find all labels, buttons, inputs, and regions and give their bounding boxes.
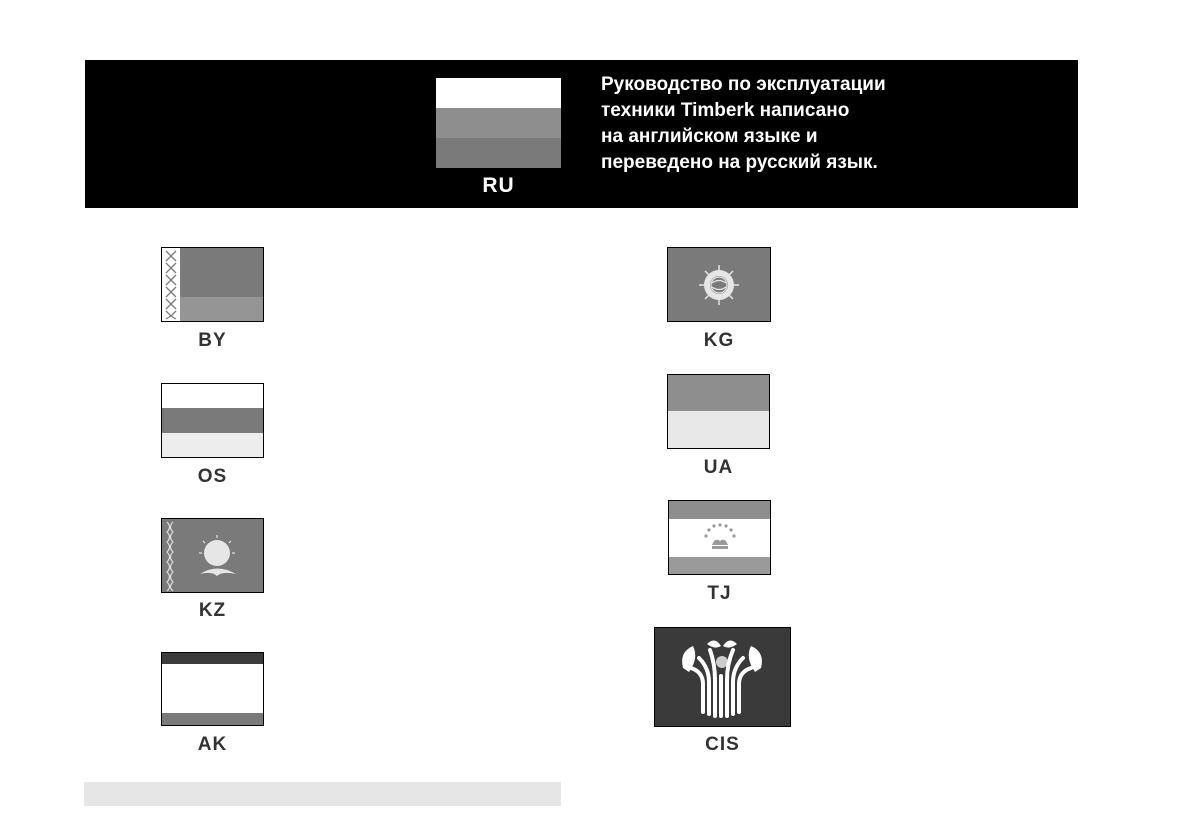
flag-code-by: BY bbox=[198, 330, 227, 351]
flag-code-kz: KZ bbox=[198, 600, 227, 621]
russia-flag-icon bbox=[436, 78, 561, 168]
flag-code-os: OS bbox=[197, 466, 228, 487]
south-ossetia-flag-icon bbox=[161, 383, 264, 458]
ukraine-flag-icon bbox=[667, 374, 770, 449]
belarus-flag-icon bbox=[161, 247, 264, 322]
footer-bar bbox=[84, 782, 561, 806]
header-banner bbox=[85, 60, 1078, 208]
manual-language-note bbox=[601, 72, 1041, 176]
flag-code-ua: UA bbox=[703, 457, 734, 478]
note-line-2: техники Timberk написано bbox=[601, 100, 850, 121]
note-line-1: Руководство по эксплуатации bbox=[601, 74, 886, 95]
note-line-3: на английском языке и bbox=[601, 126, 818, 147]
flag-code-cis: CIS bbox=[705, 734, 740, 755]
flag-code-ak: AK bbox=[197, 734, 228, 755]
note-line-4: переведено на русский язык. bbox=[601, 152, 878, 173]
flag-code-ru: RU bbox=[482, 174, 515, 197]
flag-code-tj: TJ bbox=[707, 583, 732, 604]
abkhazia-flag-icon bbox=[161, 652, 264, 726]
kyrgyzstan-flag-icon bbox=[667, 247, 771, 322]
flag-code-kg: KG bbox=[703, 330, 735, 351]
kazakhstan-flag-icon bbox=[161, 518, 264, 593]
cis-emblem-flag-icon bbox=[654, 627, 791, 727]
tajikistan-flag-icon bbox=[668, 500, 771, 575]
